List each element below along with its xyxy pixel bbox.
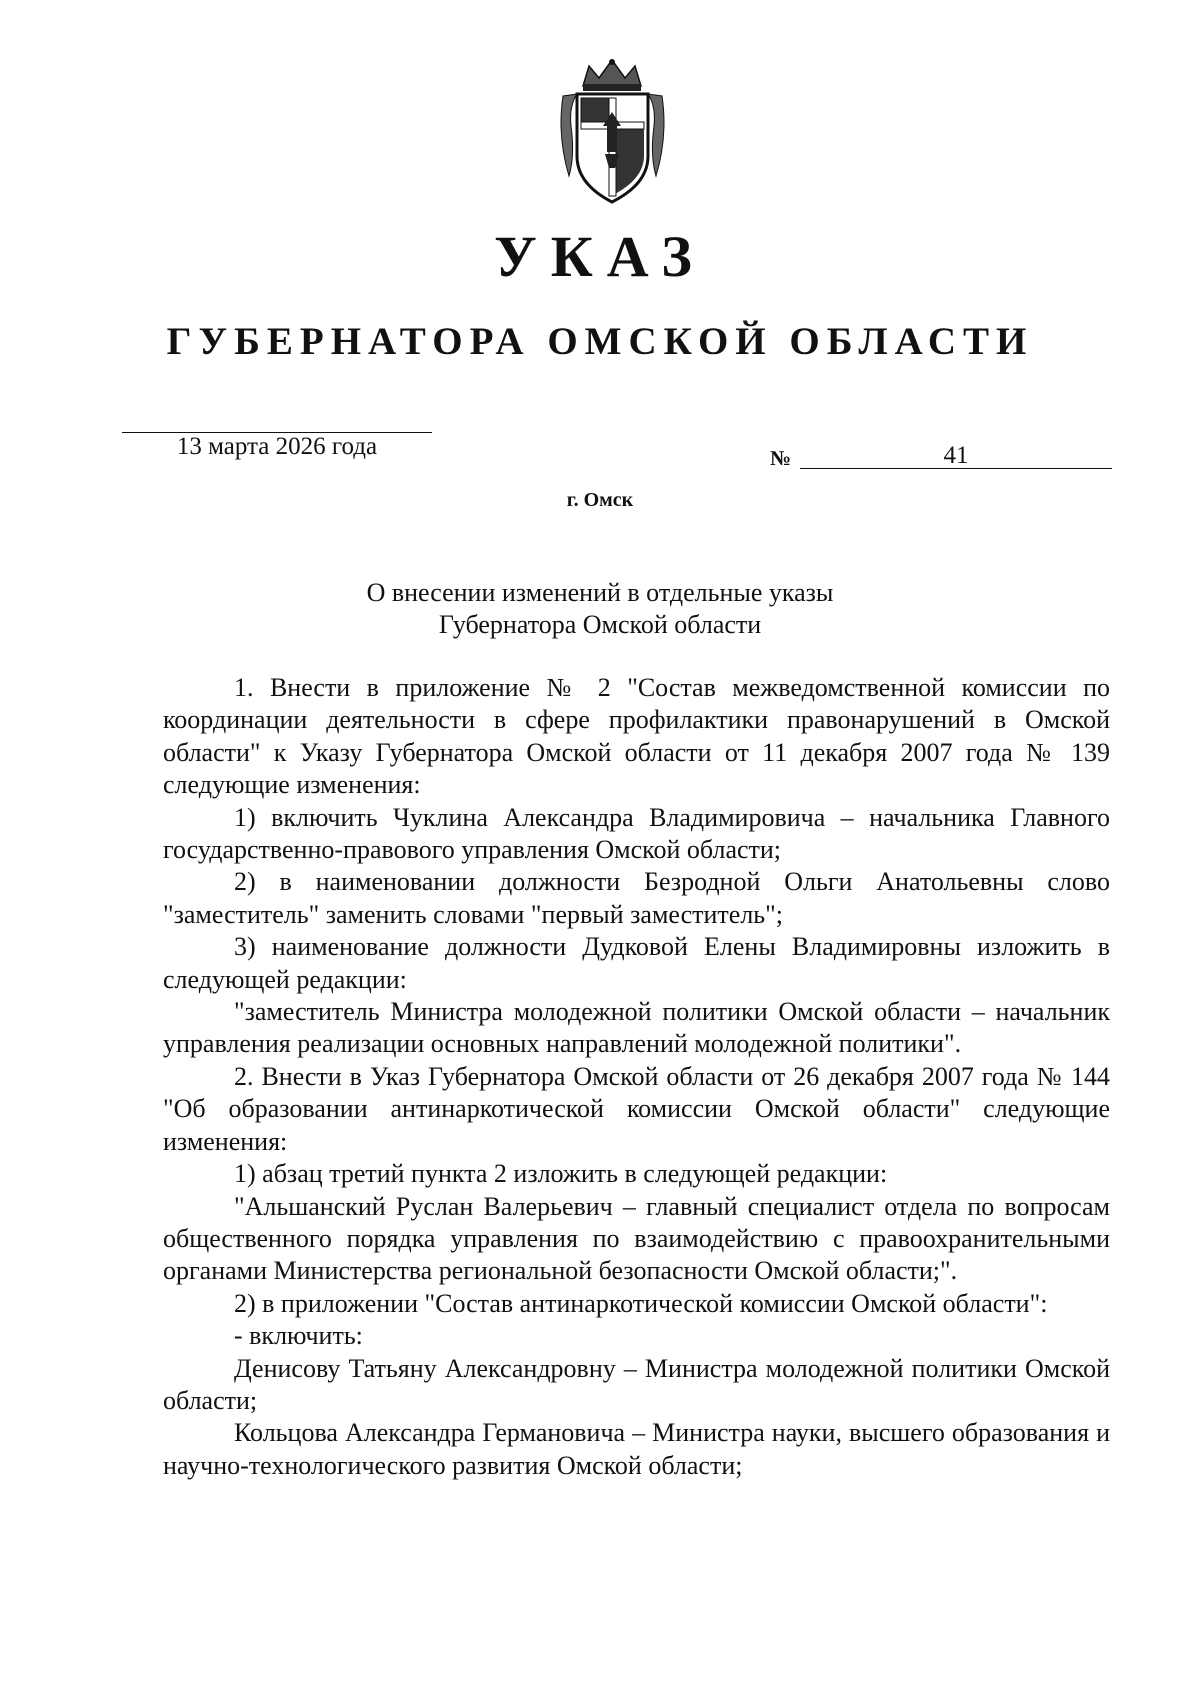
paragraph-1-2: 2) в наименовании должности Безродной Ольги Анатольевны слово "заместитель" заменить словами "первый заместитель"; xyxy=(163,867,1110,929)
paragraph-2: 2. Внести в Указ Губернатора Омской области от 26 декабря 2007 года № 144 "Об образовании антинаркотической комиссии Омской области" следующие изменения: xyxy=(163,1061,1110,1156)
paragraph-1: 1. Внести в приложение № 2 "Состав межведомственной комиссии по координации деятельности в сфере профилактики правонарушений в Омской области" к Указу Губернатора Омской области от 11 декабря 2007 года № 139 следующие изменения: xyxy=(163,673,1110,800)
subject-line-2: Губернатора Омской области xyxy=(438,610,762,639)
decree-subtitle: ГУБЕРНАТОРА ОМСКОЙ ОБЛАСТИ xyxy=(166,320,1034,363)
number-underline xyxy=(800,468,1112,469)
city: г. Омск xyxy=(566,489,634,511)
paragraph-2-1: 1) абзац третий пункта 2 изложить в следующей редакции: xyxy=(234,1159,888,1189)
decree-date: 13 марта 2026 года xyxy=(176,433,378,460)
paragraph-2-2: 2) в приложении "Состав антинаркотической комиссии Омской области": xyxy=(234,1288,1048,1318)
paragraph-2-2-person-2: Кольцова Александра Германовича – Министра науки, высшего образования и научно-технологического развития Омской области; xyxy=(163,1418,1110,1480)
date-underline xyxy=(122,432,432,433)
decree-body xyxy=(163,672,1110,1482)
paragraph-1-3-text: "заместитель Министра молодежной политики Омской области – начальник управления реализации основных направлений молодежной политики". xyxy=(163,997,1110,1059)
coat-of-arms-icon xyxy=(555,56,670,206)
decree-subject xyxy=(0,577,1200,641)
subject-line-1: О внесении изменений в отдельные указы xyxy=(366,578,834,607)
number-sign: № xyxy=(770,446,792,470)
paragraph-2-1-text: "Альшанский Руслан Валерьевич – главный специалист отдела по вопросам общественного порядка управления по взаимодействию с правоохранительными органами Министерства региональной безопасности Омской области;". xyxy=(163,1191,1110,1286)
decree-title: УКАЗ xyxy=(494,224,706,289)
paragraph-2-2-include: - включить: xyxy=(234,1321,363,1351)
decree-number: 41 xyxy=(943,442,969,469)
paragraph-1-3: 3) наименование должности Дудковой Елены Владимировны изложить в следующей редакции: xyxy=(163,932,1110,994)
paragraph-2-2-person-1: Денисову Татьяну Александровну – Министра молодежной политики Омской области; xyxy=(163,1353,1110,1415)
paragraph-1-1: 1) включить Чуклина Александра Владимировича – начальника Главного государственно-правового управления Омской области; xyxy=(163,802,1110,865)
